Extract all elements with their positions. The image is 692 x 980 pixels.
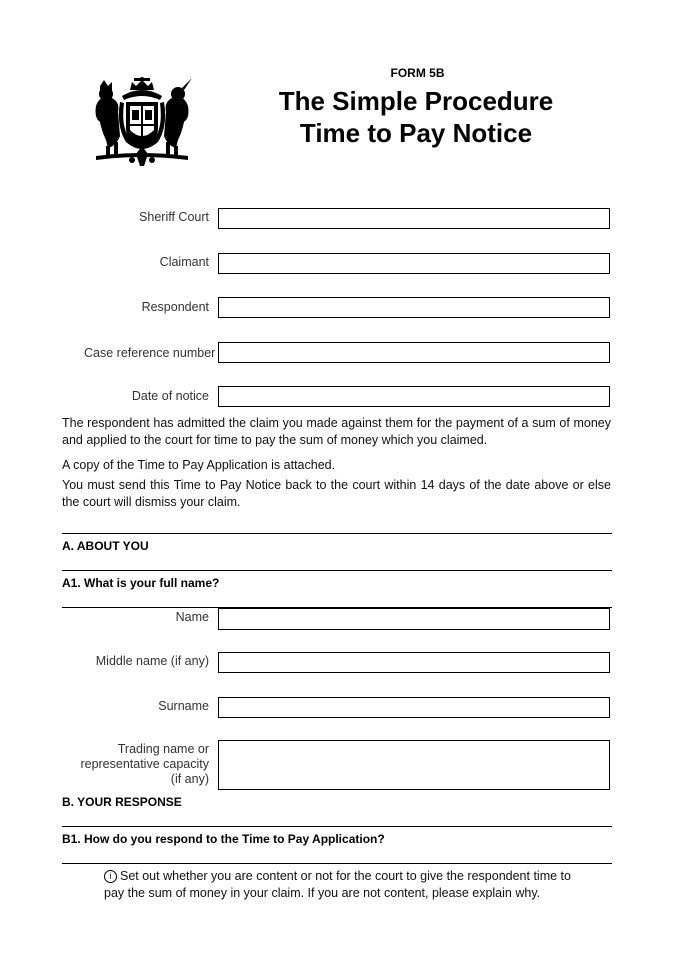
intro-paragraph-3: You must send this Time to Pay Notice back to the court within 14 days of the date above or else the court will dismiss your claim. — [62, 478, 611, 509]
intro-paragraph-2: A copy of the Time to Pay Application is attached. — [62, 458, 336, 472]
trading-name-label-line2: representative capacity — [80, 757, 209, 771]
royal-coat-of-arms-logo — [86, 76, 198, 168]
middle-name-field[interactable] — [218, 652, 610, 673]
form-title-line1: The Simple Procedure — [278, 86, 554, 116]
divider — [62, 533, 612, 534]
divider — [62, 570, 612, 571]
date-of-notice-field[interactable] — [218, 386, 610, 407]
surname-label: Surname — [158, 699, 209, 713]
question-b1: B1. How do you respond to the Time to Pay Application? — [62, 832, 385, 846]
section-a-heading: A. ABOUT YOU — [62, 539, 149, 553]
sheriff-court-label: Sheriff Court — [139, 210, 209, 224]
surname-field[interactable] — [218, 697, 610, 718]
claimant-field[interactable] — [218, 253, 610, 274]
form-title-line2: Time to Pay Notice — [299, 118, 533, 148]
sheriff-court-field[interactable] — [218, 208, 610, 229]
divider — [62, 863, 612, 864]
case-reference-field[interactable] — [218, 342, 610, 363]
trading-name-field[interactable] — [218, 740, 610, 790]
trading-name-label-line1: Trading name or — [117, 742, 209, 756]
intro-paragraph-1: The respondent has admitted the claim you made against them for the payment of a sum of money and applied to the court for time to pay the sum of money which you claimed. — [62, 416, 611, 447]
claimant-label: Claimant — [159, 255, 209, 269]
divider — [62, 826, 612, 827]
trading-name-label — [80, 742, 209, 787]
middle-name-label: Middle name (if any) — [95, 654, 209, 668]
respondent-label: Respondent — [141, 300, 209, 314]
info-icon: i — [104, 870, 117, 883]
respondent-field[interactable] — [218, 297, 610, 318]
b1-guidance-note — [104, 868, 594, 902]
name-field[interactable] — [218, 608, 610, 630]
section-b-heading: B. YOUR RESPONSE — [62, 795, 182, 809]
trading-name-label-line3: (if any) — [170, 772, 209, 786]
b1-guidance-text: Set out whether you are content or not for the court to give the respondent time to pay the sum of money in your claim. If you are not content, please explain why. — [104, 869, 571, 900]
name-label: Name — [175, 610, 209, 624]
question-a1: A1. What is your full name? — [62, 576, 220, 590]
case-reference-label: Case reference number — [84, 346, 216, 360]
form-number: FORM 5B — [390, 66, 445, 80]
date-of-notice-label: Date of notice — [131, 389, 209, 403]
